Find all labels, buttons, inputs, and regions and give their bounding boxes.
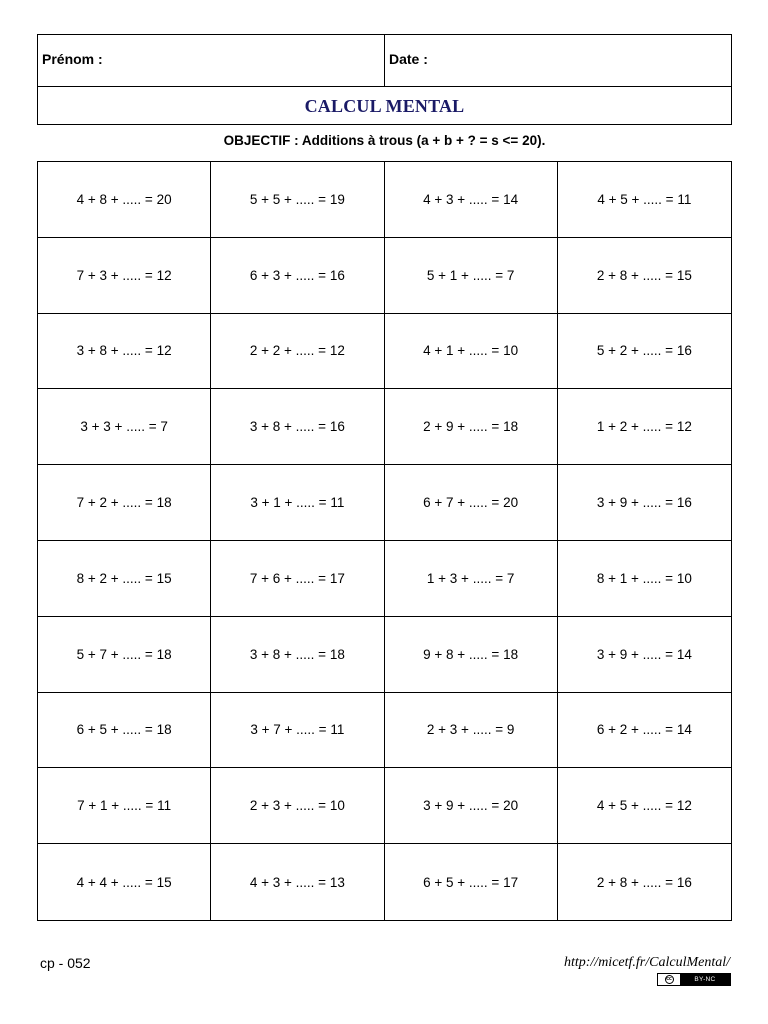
exercise-cell[interactable] <box>558 617 731 693</box>
exercise-text: 7 + 3 + ..... = 12 <box>76 267 172 283</box>
exercise-text: 2 + 8 + ..... = 16 <box>596 874 692 890</box>
exercise-cell[interactable] <box>385 693 558 769</box>
exercise-grid <box>37 161 732 921</box>
exercise-cell[interactable] <box>385 617 558 693</box>
exercise-cell[interactable] <box>558 541 731 617</box>
prenom-field[interactable] <box>38 35 385 86</box>
exercise-cell[interactable] <box>385 844 558 920</box>
exercise-cell[interactable] <box>211 693 384 769</box>
exercise-text: 3 + 3 + ..... = 7 <box>80 419 168 435</box>
exercise-text: 4 + 4 + ..... = 15 <box>76 874 172 890</box>
exercise-cell[interactable] <box>38 541 211 617</box>
exercise-cell[interactable] <box>385 238 558 314</box>
exercise-text: 6 + 5 + ..... = 17 <box>423 874 519 890</box>
exercise-cell[interactable] <box>38 314 211 390</box>
exercise-text: 5 + 7 + ..... = 18 <box>76 646 172 662</box>
exercise-text: 6 + 7 + ..... = 20 <box>423 495 519 511</box>
objective-text: OBJECTIF : Additions à trous (a + b + ? = s <= 20). <box>223 133 546 148</box>
title-row <box>38 87 731 125</box>
exercise-cell[interactable] <box>38 693 211 769</box>
exercise-text: 9 + 8 + ..... = 18 <box>423 646 519 662</box>
license-terms: BY-NC <box>694 976 716 983</box>
exercise-text: 3 + 9 + ..... = 14 <box>596 646 692 662</box>
exercise-cell[interactable] <box>38 389 211 465</box>
exercise-cell[interactable] <box>385 314 558 390</box>
exercise-text: 2 + 8 + ..... = 15 <box>596 267 692 283</box>
exercise-text: 4 + 8 + ..... = 20 <box>76 191 172 207</box>
exercise-cell[interactable] <box>385 541 558 617</box>
exercise-cell[interactable] <box>385 768 558 844</box>
exercise-text: 6 + 2 + ..... = 14 <box>596 722 692 738</box>
exercise-text: 3 + 1 + ..... = 11 <box>250 495 345 511</box>
exercise-text: 4 + 3 + ..... = 13 <box>249 874 345 890</box>
exercise-text: 3 + 7 + ..... = 11 <box>250 722 345 738</box>
exercise-cell[interactable] <box>558 162 731 238</box>
exercise-text: 4 + 5 + ..... = 11 <box>597 191 692 207</box>
cc-logo <box>658 974 680 985</box>
exercise-text: 8 + 2 + ..... = 15 <box>76 570 172 586</box>
exercise-cell[interactable] <box>211 541 384 617</box>
exercise-text: 4 + 3 + ..... = 14 <box>423 191 519 207</box>
exercise-text: 8 + 1 + ..... = 10 <box>596 570 692 586</box>
date-label: Date : <box>389 51 428 67</box>
prenom-label: Prénom : <box>42 51 103 67</box>
exercise-cell[interactable] <box>385 389 558 465</box>
exercise-text: 3 + 9 + ..... = 16 <box>596 495 692 511</box>
exercise-cell[interactable] <box>385 162 558 238</box>
exercise-cell[interactable] <box>211 314 384 390</box>
exercise-cell[interactable] <box>558 465 731 541</box>
exercise-cell[interactable] <box>385 465 558 541</box>
exercise-text: 5 + 5 + ..... = 19 <box>249 191 345 207</box>
exercise-text: 2 + 3 + ..... = 9 <box>426 722 515 738</box>
exercise-cell[interactable] <box>38 162 211 238</box>
exercise-cell[interactable] <box>558 844 731 920</box>
header-name-date-row <box>38 35 731 87</box>
worksheet-code: cp - 052 <box>40 955 91 971</box>
exercise-cell[interactable] <box>38 238 211 314</box>
exercise-text: 3 + 9 + ..... = 20 <box>423 798 519 814</box>
exercise-cell[interactable] <box>211 465 384 541</box>
exercise-text: 7 + 1 + ..... = 11 <box>77 798 172 814</box>
exercise-text: 2 + 9 + ..... = 18 <box>423 419 519 435</box>
date-field[interactable] <box>385 35 731 86</box>
exercise-text: 1 + 2 + ..... = 12 <box>596 419 692 435</box>
exercise-cell[interactable] <box>558 693 731 769</box>
exercise-text: 5 + 1 + ..... = 7 <box>426 267 515 283</box>
exercise-text: 3 + 8 + ..... = 18 <box>249 646 345 662</box>
cc-icon: cc <box>666 976 672 982</box>
exercise-cell[interactable] <box>558 768 731 844</box>
exercise-text: 3 + 8 + ..... = 16 <box>249 419 345 435</box>
exercise-cell[interactable] <box>558 238 731 314</box>
exercise-text: 6 + 3 + ..... = 16 <box>249 267 345 283</box>
exercise-text: 7 + 6 + ..... = 17 <box>249 570 345 586</box>
exercise-cell[interactable] <box>558 314 731 390</box>
page-title: CALCUL MENTAL <box>304 95 465 116</box>
exercise-cell[interactable] <box>211 389 384 465</box>
exercise-cell[interactable] <box>211 238 384 314</box>
exercise-text: 2 + 3 + ..... = 10 <box>249 798 345 814</box>
exercise-text: 3 + 8 + ..... = 12 <box>76 343 172 359</box>
exercise-text: 1 + 3 + ..... = 7 <box>426 570 515 586</box>
exercise-text: 2 + 2 + ..... = 12 <box>249 343 345 359</box>
exercise-cell[interactable] <box>38 617 211 693</box>
exercise-text: 6 + 5 + ..... = 18 <box>76 722 172 738</box>
exercise-cell[interactable] <box>211 844 384 920</box>
exercise-text: 5 + 2 + ..... = 16 <box>596 343 692 359</box>
exercise-text: 7 + 2 + ..... = 18 <box>76 495 172 511</box>
exercise-cell[interactable] <box>558 389 731 465</box>
exercise-cell[interactable] <box>38 768 211 844</box>
cc-license-badge[interactable] <box>657 973 731 986</box>
exercise-cell[interactable] <box>211 768 384 844</box>
exercise-text: 4 + 1 + ..... = 10 <box>423 343 519 359</box>
exercise-cell[interactable] <box>38 844 211 920</box>
exercise-cell[interactable] <box>38 465 211 541</box>
exercise-cell[interactable] <box>211 162 384 238</box>
header-table <box>37 34 732 125</box>
source-link[interactable]: http://micetf.fr/CalculMental/ <box>563 955 730 970</box>
exercise-cell[interactable] <box>211 617 384 693</box>
exercise-text: 4 + 5 + ..... = 12 <box>596 798 692 814</box>
